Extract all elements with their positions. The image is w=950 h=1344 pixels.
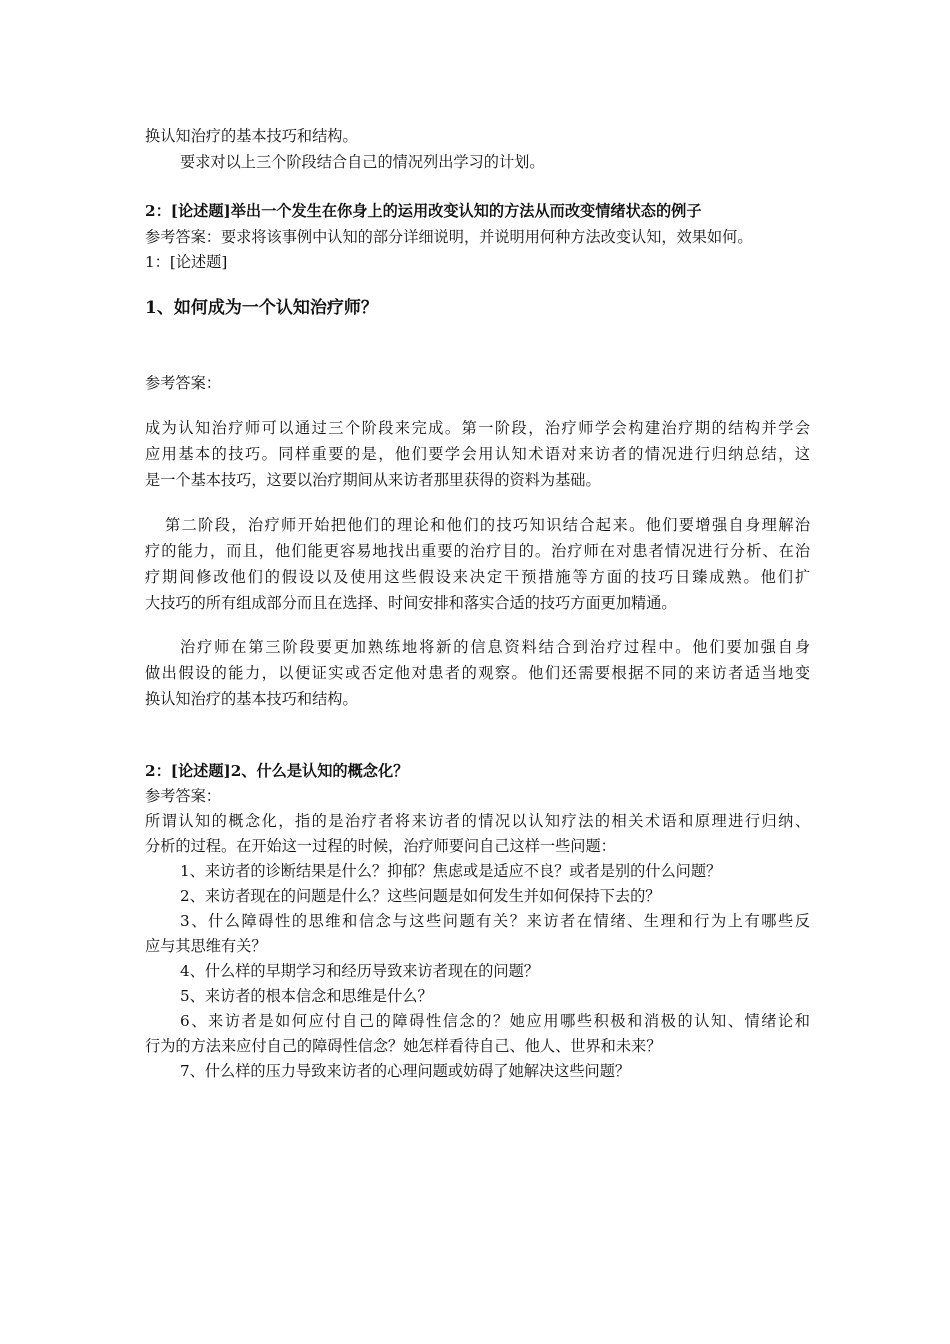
intro-line: 换认知治疗的基本技巧和结构。 (145, 127, 358, 145)
paragraph-line: 换认知治疗的基本技巧和结构。 (145, 690, 358, 708)
paragraph-line: 是一个基本技巧，这要以治疗期间从来访者那里获得的资料为基础。 (145, 471, 601, 489)
question-heading: 2：[论述题]举出一个发生在你身上的运用改变认知的方法从而改变情绪状态的例子 (145, 202, 702, 220)
list-item: 4、什么样的早期学习和经历导致来访者现在的问题？ (180, 962, 539, 980)
list-item: 应与其思维有关？ (145, 937, 267, 955)
paragraph-line: 做出假设的能力，以便证实或否定他对患者的观察。他们还需要根据不同的来访者适当地变 (145, 664, 810, 682)
answer-label: 参考答案： (145, 787, 221, 805)
list-item: 5、来访者的根本信念和思维是什么？ (180, 987, 433, 1005)
paragraph-line: 治疗师在第三阶段要更加熟练地将新的信息资料结合到治疗过程中。他们要加强自身 (180, 638, 810, 656)
answer-text: 参考答案：要求将该事例中认知的部分详细说明，并说明用何种方法改变认知，效果如何。 (145, 228, 753, 246)
list-item: 6、来访者是如何应付自己的障碍性信念的？她应用哪些积极和消极的认知、情绪论和 (180, 1012, 810, 1030)
list-item: 1、来访者的诊断结果是什么？抑郁？焦虑或是适应不良？或者是别的什么问题？ (180, 862, 722, 880)
paragraph-line: 第二阶段，治疗师开始把他们的理论和他们的技巧知识结合起来。他们要增强自身理解治 (165, 516, 810, 534)
paragraph-line: 疗期间修改他们的假设以及使用这些假设来决定干预措施等方面的技巧日臻成熟。他们扩 (145, 568, 810, 586)
paragraph-line: 成为认知治疗师可以通过三个阶段来完成。第一阶段，治疗师学会构建治疗期的结构并学会 (145, 419, 810, 437)
question-title: 1、如何成为一个认知治疗师？ (145, 298, 378, 318)
list-item: 2、来访者现在的问题是什么？这些问题是如何发生并如何保持下去的？ (180, 887, 661, 905)
list-item: 7、什么样的压力导致来访者的心理问题或妨碍了她解决这些问题？ (180, 1062, 631, 1080)
paragraph-line: 所谓认知的概念化，指的是治疗者将来访者的情况以认知疗法的相关术语和原理进行归纳、 (145, 812, 810, 830)
question-tag: 1：[论述题] (145, 253, 228, 271)
paragraph-line: 大技巧的所有组成部分而且在选择、时间安排和落实合适的技巧方面更加精通。 (145, 594, 677, 612)
question-heading: 2：[论述题]2、什么是认知的概念化？ (145, 762, 409, 780)
list-item: 行为的方法来应付自己的障碍性信念？她怎样看待自己、他人、世界和未来？ (145, 1037, 662, 1055)
paragraph-line: 疗的能力，而且，他们能更容易地找出重要的治疗目的。治疗师在对患者情况进行分析、在治 (145, 542, 810, 560)
intro-line: 要求对以上三个阶段结合自己的情况列出学习的计划。 (180, 153, 545, 171)
paragraph-line: 分析的过程。在开始这一过程的时候，治疗师要问自己这样一些问题： (145, 837, 616, 855)
answer-label: 参考答案： (145, 374, 221, 392)
list-item: 3、什么障碍性的思维和信念与这些问题有关？来访者在情绪、生理和行为上有哪些反 (180, 912, 810, 930)
paragraph-line: 应用基本的技巧。同样重要的是，他们要学会用认知术语对来访者的情况进行归纳总结，这 (145, 445, 810, 463)
